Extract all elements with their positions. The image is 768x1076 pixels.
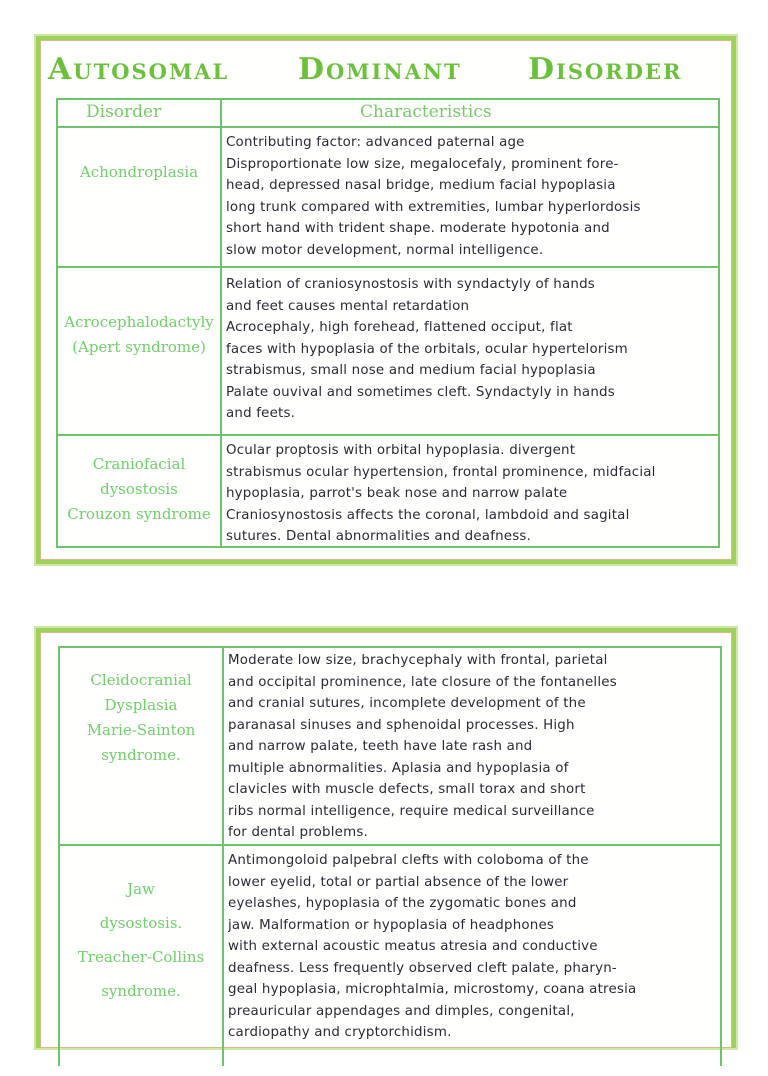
text-line: paranasal sinuses and sphenoidal processes. High <box>228 717 575 733</box>
table-row <box>58 268 718 436</box>
characteristics-text <box>226 132 716 261</box>
disorder-name-line: Marie-Sainton <box>86 721 196 739</box>
text-line: Ocular proptosis with orbital hypoplasia. divergent <box>226 443 576 458</box>
text-line: and occipital prominence, late closure of the fontanelles <box>228 674 617 690</box>
disorder-name-line: dysostosis. <box>99 914 183 932</box>
title-word-disorder: Disorder <box>528 52 683 87</box>
title-word-autosomal: Autosomal <box>48 52 230 87</box>
text-line: Relation of craniosynostosis with syndactyly of hands <box>226 277 595 292</box>
title-word-dominant: Dominant <box>298 52 462 87</box>
text-line: and feet causes mental retardation <box>226 298 470 314</box>
page-title <box>48 46 724 94</box>
text-line: Antimongoloid palpebral clefts with coloboma of the <box>228 853 589 868</box>
disorder-name <box>62 160 216 185</box>
disorder-name-line: Crouzon syndrome <box>67 505 211 523</box>
text-line: sutures. Dental abnormalities and deafness. <box>226 529 532 544</box>
text-line: for dental problems. <box>228 825 368 840</box>
text-line: Disproportionate low size, megalocefaly, prominent fore- <box>226 156 619 172</box>
text-line: deafness. Less frequently observed cleft palate, pharyn- <box>228 960 617 976</box>
text-line: and feets. <box>226 406 296 421</box>
text-line: ribs normal intelligence, require medical surveillance <box>228 803 595 819</box>
disorder-name-line: Dysplasia <box>104 696 178 714</box>
disorder-name-line: Craniofacial <box>92 455 186 473</box>
disorder-name-line: syndrome. <box>101 982 181 1000</box>
disorder-name-line: Achondroplasia <box>79 163 199 181</box>
characteristics-text <box>228 850 718 1044</box>
text-line: Contributing factor: advanced paternal age <box>226 135 525 150</box>
table-row <box>60 846 720 1076</box>
text-line: jaw. Malformation or hypoplasia of headphones <box>228 917 555 933</box>
disorder-name <box>64 872 218 1008</box>
header-characteristics: Characteristics <box>360 102 492 122</box>
table-header <box>58 100 718 128</box>
text-line: cardiopathy and cryptorchidism. <box>228 1025 452 1040</box>
table-row <box>58 128 718 268</box>
disorder-name-line: Cleidocranial <box>90 671 192 689</box>
disorder-name-line: (Apert syndrome) <box>72 338 206 356</box>
text-line: strabismus ocular hypertension, frontal prominence, midfacial <box>226 464 656 480</box>
disorder-name-line: Jaw <box>127 880 155 898</box>
text-line: with external acoustic meatus atresia and conductive <box>228 939 598 954</box>
text-line: head, depressed nasal bridge, medium facial hypoplasia <box>226 178 616 193</box>
text-line: geal hypoplasia, microphtalmia, microstomy, coana atresia <box>228 982 637 997</box>
bottom-card <box>36 628 736 1048</box>
text-line: preauricular appendages and dimples, congenital, <box>228 1003 575 1019</box>
text-line: Palate ouvival and sometimes cleft. Syndactyly in hands <box>226 384 615 400</box>
disorder-table-bottom <box>58 646 722 1066</box>
text-line: Moderate low size, brachycephaly with frontal, parietal <box>228 653 608 668</box>
disorder-name <box>64 668 218 768</box>
header-disorder: Disorder <box>86 102 162 122</box>
text-line: clavicles with muscle defects, small torax and short <box>228 782 586 797</box>
disorder-name-line: Acrocephalodactyly <box>64 313 214 331</box>
disorder-name <box>62 310 216 360</box>
disorder-name-line: Treacher-Collins <box>77 948 205 966</box>
text-line: slow motor development, normal intelligence. <box>226 242 544 258</box>
text-line: lower eyelid, total or partial absence of the lower <box>228 874 569 890</box>
disorder-name-line: syndrome. <box>101 746 181 764</box>
top-card <box>36 36 736 564</box>
text-line: and cranial sutures, incomplete development of the <box>228 696 586 711</box>
text-line: short hand with trident shape. moderate hypotonia and <box>226 221 610 236</box>
text-line: hypoplasia, parrot's beak nose and narrow palate <box>226 486 568 501</box>
text-line: faces with hypoplasia of the orbitals, ocular hypertelorism <box>226 341 628 357</box>
characteristics-text <box>226 274 716 425</box>
text-line: long trunk compared with extremities, lumbar hyperlordosis <box>226 199 641 215</box>
text-line: and narrow palate, teeth have late rash and <box>228 739 533 754</box>
text-line: Acrocephaly, high forehead, flattened occiput, flat <box>226 320 573 335</box>
text-line: multiple abnormalities. Aplasia and hypoplasia of <box>228 760 569 776</box>
disorder-name <box>62 452 216 527</box>
text-line: Craniosynostosis affects the coronal, lambdoid and sagital <box>226 507 630 523</box>
text-line: strabismus, small nose and medium facial hypoplasia <box>226 363 596 378</box>
table-row <box>58 436 718 548</box>
disorder-table-top <box>56 98 720 548</box>
table-row <box>60 648 720 846</box>
characteristics-text <box>226 440 716 548</box>
characteristics-text <box>228 650 718 844</box>
disorder-name-line: dysostosis <box>100 480 178 498</box>
text-line: eyelashes, hypoplasia of the zygomatic bones and <box>228 896 577 911</box>
